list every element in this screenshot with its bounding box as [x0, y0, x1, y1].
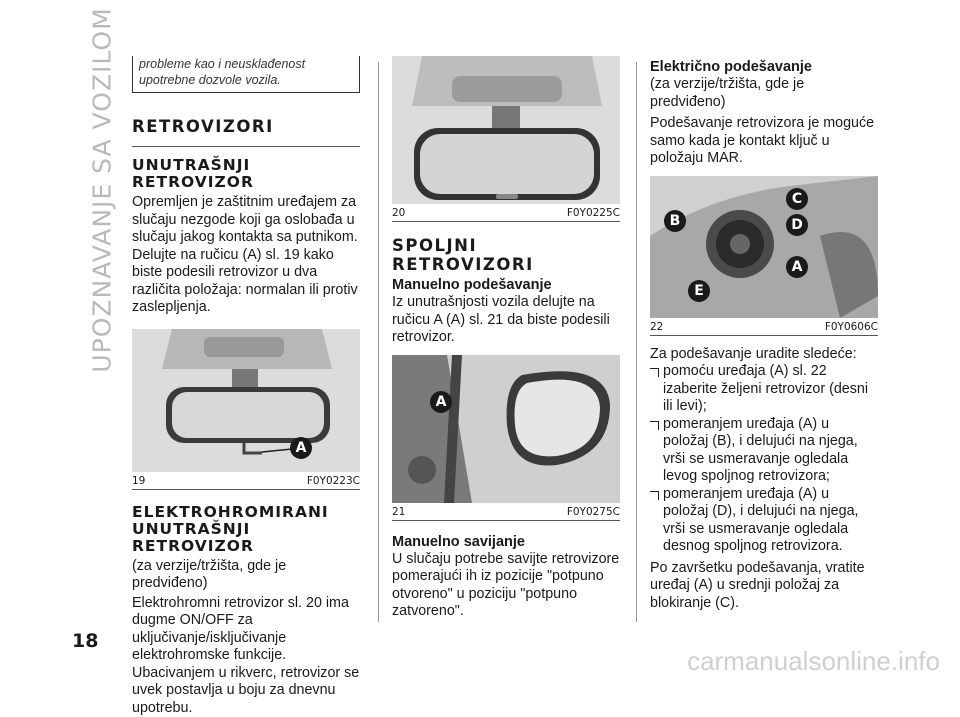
subsection-heading: UNUTRAŠNJI RETROVIZOR [132, 157, 360, 191]
subsection-heading: Manuelno savijanje [392, 533, 620, 551]
callout-label: C [786, 188, 808, 210]
subsection-heading: Manuelno podešavanje [392, 276, 620, 294]
figure-code: F0Y0225C [567, 207, 620, 219]
bullet-icon [650, 421, 659, 430]
page-number: 18 [72, 630, 98, 652]
figure-number: 20 [392, 207, 405, 219]
paragraph: Opremljen je zaštitnim uređajem za slučaju nezgode koji ga oslobađa u slučaju jakog kontakta sa putnikom. Delujte na ručicu (A) sl. 19 kako biste podesili retrovizor u dva različita položaja: normalan ili protiv zaslepljenja. [132, 194, 360, 317]
figure-caption [392, 503, 620, 521]
figure-caption [650, 318, 878, 336]
column-3 [650, 58, 878, 612]
figure-code: F0Y0223C [307, 475, 360, 487]
section-heading: RETROVIZORI [132, 117, 360, 147]
section-side-title: UPOZNAVANJE SA VOZILOM [84, 40, 120, 340]
paragraph: Podešavanje retrovizora je moguće samo kada je kontakt ključ u položaju MAR. [650, 115, 878, 168]
figure-number: 21 [392, 506, 405, 518]
paragraph: (za verzije/tržišta, gde je predviđeno) [132, 558, 360, 593]
watermark: carmanualsonline.info [687, 646, 940, 677]
figure-code: F0Y0606C [825, 321, 878, 333]
callout-label: B [664, 210, 686, 232]
figure-number: 19 [132, 475, 145, 487]
figure-caption [132, 472, 360, 490]
note-box: probleme kao i neusklađenost upotrebne dozvole vozila. [132, 56, 360, 93]
column-divider [636, 62, 637, 622]
paragraph: Po završetku podešavanja, vratite uređaj (A) u srednji položaj za blokiranje (C). [650, 560, 878, 613]
subsection-heading: ELEKTROHROMIRANI UNUTRAŠNJI RETROVIZOR [132, 504, 360, 555]
callout-label: A [290, 437, 312, 459]
callout-label: A [430, 391, 452, 413]
callout-label: A [786, 256, 808, 278]
paragraph: Iz unutrašnjosti vozila delujte na ručicu A (A) sl. 21 da biste podesili retrovizor. [392, 294, 620, 347]
callout-label: E [688, 280, 710, 302]
figure-caption [392, 204, 620, 222]
figure-number: 22 [650, 321, 663, 333]
column-2 [392, 56, 620, 621]
column-divider [378, 62, 379, 622]
paragraph: (za verzije/tržišta, gde je predviđeno) [650, 76, 878, 111]
figure-code: F0Y0275C [567, 506, 620, 518]
figure-21-image [392, 355, 620, 503]
bullet-icon [650, 368, 659, 377]
figure-22-image [650, 176, 878, 318]
column-1 [132, 56, 360, 717]
paragraph: Elektrohromni retrovizor sl. 20 ima dugme ON/OFF za uključivanje/isključivanje elektrohromske funkcije. Ubacivanjem u rikverc, retrovizor se uvek postavlja u boju za dnevnu upotrebu. [132, 595, 360, 717]
list-item: pomeranjem uređaja (A) u položaj (D), i delujući na njega, vrši se usmeravanje ogledala desnog spoljnog retrovizora. [650, 486, 878, 556]
subsection-heading: Električno podešavanje [650, 58, 878, 76]
list-item: pomeranjem uređaja (A) u položaj (B), i delujući na njega, vrši se usmeravanje ogledala levog spoljnog retrovizora; [650, 416, 878, 486]
figure-20-image [392, 56, 620, 204]
figure-19-image [132, 329, 360, 472]
paragraph: U slučaju potrebe savijte retrovizore pomerajući ih iz pozicije "potpuno otvoreno" u poziciju "potpuno zatvoreno". [392, 551, 620, 621]
list-item: pomoću uređaja (A) sl. 22 izaberite željeni retrovizor (desni ili levi); [650, 363, 878, 416]
section-heading: SPOLJNI RETROVIZORI [392, 236, 620, 274]
callout-label: D [786, 214, 808, 236]
paragraph: Za podešavanje uradite sledeće: [650, 346, 878, 364]
bullet-icon [650, 491, 659, 500]
